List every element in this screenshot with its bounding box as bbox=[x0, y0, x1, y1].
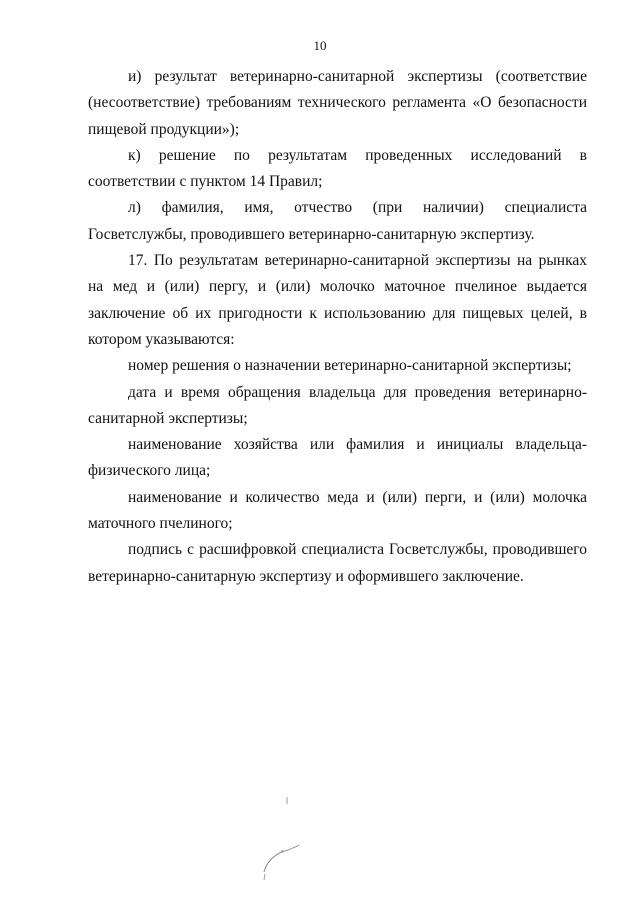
paragraph-owner-name: наименование хозяйства или фамилия и инициалы владельца-физического лица; bbox=[88, 436, 587, 480]
pen-stroke-mark bbox=[256, 836, 306, 886]
scan-dot-mark bbox=[284, 796, 290, 806]
document-body bbox=[88, 64, 587, 590]
paragraph-quantity: наименование и количество меда и (или) перги, и (или) молочка маточного пчелиного; bbox=[88, 488, 587, 533]
page-number: 10 bbox=[313, 38, 327, 53]
paragraph-item-k: к) решение по результатам проведенных исследований в соответствии с пунктом 14 Правил; bbox=[88, 146, 587, 191]
paragraph-item-i: и) результат ветеринарно-санитарной экспертизы (соответствие (несоответствие) требованиям технического регламента «О безопасности пищевой продукции»); bbox=[88, 68, 587, 138]
paragraph-17: 17. По результатам ветеринарно-санитарной экспертизы на рынках на мед и (или) пергу, и (или) молочко маточное пчелиное выдается заключение об их пригодности к использованию для пищевых целей, в котором указываются: bbox=[88, 252, 587, 348]
paragraph-date-time: дата и время обращения владельца для проведения ветеринарно-санитарной экспертизы; bbox=[88, 383, 587, 427]
paragraph-signature: подпись с расшифровкой специалиста Госветслужбы, проводившего ветеринарно-санитарную экспертизу и оформившего заключение. bbox=[88, 541, 587, 585]
paragraph-item-l: л) фамилия, имя, отчество (при наличии) специалиста Госветслужбы, проводившего ветеринарно-санитарную экспертизу. bbox=[88, 199, 587, 243]
paragraph-decision-number: номер решения о назначении ветеринарно-санитарной экспертизы; bbox=[128, 357, 572, 375]
